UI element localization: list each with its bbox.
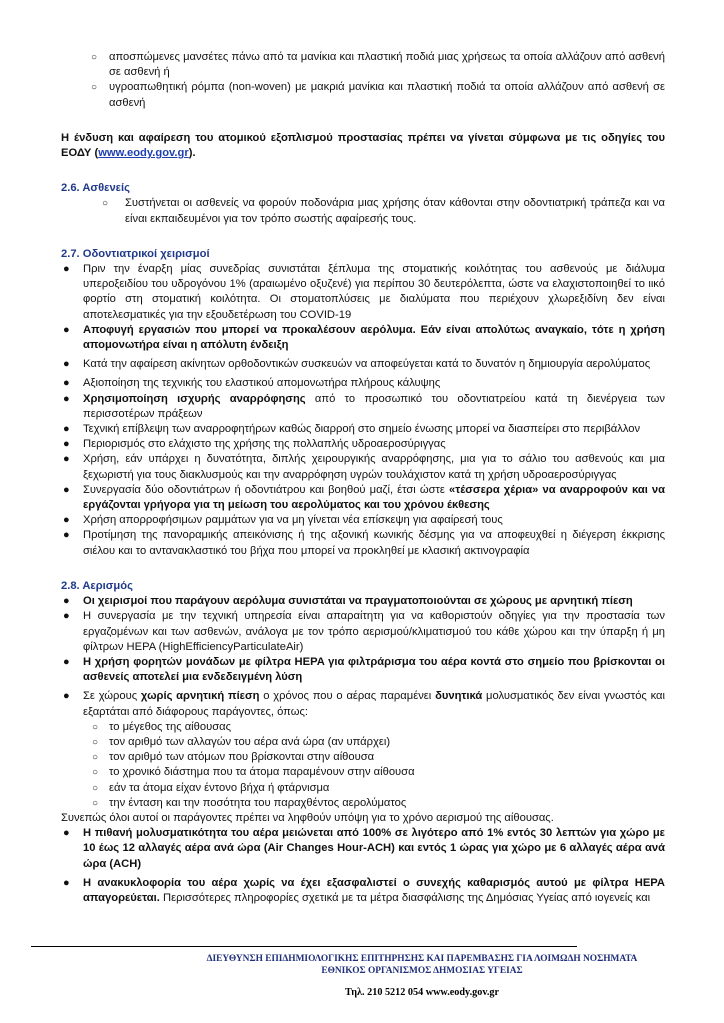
- document-page: [61, 50, 665, 906]
- section-heading-2-8: 2.8. Αερισμός: [61, 579, 133, 592]
- list-item: ● Τεχνική επίβλεψη των αναρροφητήρων καθώς διαρροή στο σημείο ένωσης μπορεί να διασπείρει στο περιβάλλον: [61, 422, 665, 437]
- list-item: ● Χρήση, εάν υπάρχει η δυνατότητα, διπλής χειρουργικής αναρρόφησης, μια για το σάλιο του ασθενούς και μια ξεχωριστή για τους διακλυσμούς και την αναρρόφηση υγρών τουλάχιστον κατά τη χρήση υδροαεροσύριγγας: [63, 453, 665, 481]
- section-heading-2-6: 2.6. Ασθενείς: [61, 182, 130, 195]
- list-item: ● Πριν την έναρξη μίας συνεδρίας συνιστάται ξέπλυμα της στοματικής κοιλότητας του ασθενούς με διάλυμα υπεροξειδίου του υδρογόνου 1% (αραιωμένο οξυζενέ) για περίπου 30 δευτερόλεπτα, ώστε να ελαχιστοποιηθεί το ιικό φορτίο στη στοματική κοιλότητα. Οι στοματοπλύσεις με διαλύματα που περιέχουν χλωρεξιδίνη δεν είναι αποτελεσματικές για την εξουδετέρωση του COVID-19: [63, 263, 665, 321]
- hollow-bullet-icon: ○: [92, 767, 99, 779]
- bullet-icon: ●: [63, 423, 70, 436]
- list-item: ● Περιορισμός στο ελάχιστο της χρήσης της πολλαπλής υδροαεροσύριγγας: [61, 437, 665, 452]
- list-item: ○ το μέγεθος της αίθουσας: [80, 720, 665, 735]
- hollow-bullet-icon: ○: [102, 198, 109, 210]
- list-item: ○ αποσπώμενες μανσέτες πάνω από τα μανίκια και πλαστική ποδιά μιας χρήσεως τα οποία αλλάζουν από ασθενή σε ασθενή ή: [91, 51, 665, 79]
- hollow-bullet-icon: ○: [92, 736, 99, 748]
- list-item: ● Συνεργασία δύο οδοντιάτρων ή οδοντιάτρου και βοηθού μαζί, έτσι ώστε «τέσσερα χέρια» να αναρροφούν και να εργάζονται γρήγορα για τη μείωση του αερολύματος και του χρόνου έκθεσης: [63, 483, 665, 512]
- bullet-icon: ●: [63, 358, 70, 371]
- bullet-icon: ●: [63, 323, 70, 336]
- footer-contact: Τηλ. 210 5212 054 www.eody.gov.gr: [344, 987, 500, 998]
- bullet-icon: ●: [63, 392, 70, 405]
- bullet-icon: ●: [63, 377, 70, 390]
- list-item: ● Χρήση απορροφήσιμων ραμμάτων για να μη γίνεται νέα επίσκεψη για αφαίρεσή τους: [61, 513, 665, 528]
- list-item: ● Η χρήση φορητών μονάδων με φίλτρα HEPA για φιλτράρισμα του αέρα κοντά στο σημείο που βρίσκονται οι ασθενείς αποτελεί μια ενδεδειγμένη λύση: [63, 655, 665, 684]
- list-item: ● Η πιθανή μολυσματικότητα του αέρα μειώνεται από 100% σε λιγότερο από 1% εντός 30 λεπτών για χώρο με 10 έως 12 αλλαγές αέρα ανά ώρα (Air Changes Hour-ACH) και εντός 1 ώρας για χώρο με 6 αλλαγές αέρα ανά ώρα (ACH): [63, 827, 665, 870]
- list-item: ● Σε χώρους χωρίς αρνητική πίεση ο χρόνος που ο αέρας παραμένει δυνητικά μολυσματικός δεν είναι γνωστός και εξαρτάται από διάφορους παράγοντες, όπως:: [63, 690, 666, 718]
- list-item: ○ τον αριθμό των ατόμων που βρίσκονται στην αίθουσα: [80, 750, 665, 765]
- list-item: ● Η ανακυκλοφορία του αέρα χωρίς να έχει εξασφαλιστεί ο συνεχής καθαρισμός αυτού με φίλτρα HEPA απαγορεύεται. Περισσότερες πληροφορίες σχετικά με τα μέτρα διασφάλισης της Δημόσιας Υγείας από ιογενείς και: [63, 876, 665, 904]
- bullet-icon: ●: [63, 529, 70, 542]
- ppe-note: Η ένδυση και αφαίρεση του ατομικού εξοπλισμού προστασίας πρέπει να γίνεται σύμφωνα με τις οδηγίες του ΕΟΔΥ (www.eody.gov.gr).: [61, 131, 665, 160]
- bullet-icon: ●: [63, 438, 70, 451]
- bullet-icon: ●: [63, 514, 70, 527]
- list-item: ○ υγροαπωθητική ρόμπα (non-woven) με μακριά μανίκια και πλαστική ποδιά τα οποία αλλάζουν από ασθενή σε ασθενή: [91, 81, 665, 109]
- bullet-icon: ●: [63, 610, 70, 623]
- list-item: ● Προτίμηση της πανοραμικής απεικόνισης ή της αξονική κωνικής δέσμης για να αποφευχθεί η διέγερση έκκρισης σιέλου και το αντανακλαστικό του βήχα που μπορεί να προκληθεί με κλασική ακτινογραφία: [63, 529, 665, 557]
- section-heading-2-7: 2.7. Οδοντιατρικοί χειρισμοί: [61, 247, 210, 260]
- bullet-icon: ●: [63, 655, 70, 668]
- bullet-icon: ●: [63, 595, 70, 608]
- bullet-icon: ●: [63, 263, 70, 276]
- bullet-icon: ●: [63, 690, 70, 703]
- list-item: ● Οι χειρισμοί που παράγουν αερόλυμα συνιστάται να πραγματοποιούνται σε χώρους με αρνητική πίεση: [61, 594, 665, 609]
- list-item: ● Η συνεργασία με την τεχνική υπηρεσία είναι απαραίτητη για να καθοριστούν οδηγίες για την προστασία των εργαζομένων και των ασθενών, ανάλογα με τον τρόπο αερισμού/κλιματισμού του κάθε χώρου και την ύπαρξη ή μη φίλτρων HEPA (HighEfficiencyParticulateAir): [63, 610, 665, 653]
- list-item: ○ το χρονικό διάστημα που τα άτομα παραμένουν στην αίθουσα: [80, 765, 665, 780]
- list-item: ● Αξιοποίηση της τεχνικής του ελαστικού απομονωτήρα πλήρους κάλυψης: [61, 376, 665, 391]
- list-item: ○ την ένταση και την ποσότητα του παραχθέντος αερολύματος: [80, 796, 665, 811]
- bullet-icon: ●: [63, 827, 70, 840]
- hollow-bullet-icon: ○: [92, 752, 99, 764]
- hollow-bullet-icon: ○: [92, 797, 99, 809]
- list-item: ● Κατά την αφαίρεση ακίνητων ορθοδοντικών συσκευών να αποφεύγεται κατά το δυνατόν η δημιουργία αερολύματος: [61, 357, 665, 372]
- bullet-icon: ●: [63, 876, 70, 889]
- list-item: ○ τον αριθμό των αλλαγών του αέρα ανά ώρα (αν υπάρχει): [80, 735, 665, 750]
- list-item: ○ Συστήνεται οι ασθενείς να φορούν ποδονάρια μιας χρήσης όταν κάθονται στην οδοντιατρική τράπεζα και να είναι εκπαιδευμένοι για τον τρόπο σωστής αφαίρεσής τους.: [102, 197, 665, 225]
- list-item: ● Αποφυγή εργασιών που μπορεί να προκαλέσουν αερόλυμα. Εάν είναι απολύτως αναγκαίο, τότε η χρήση απομονωτήρα είναι η απόλυτη ένδειξη: [63, 323, 665, 352]
- list-item: ○ εάν τα άτομα είχαν έντονο βήχα ή φτάρνισμα: [80, 781, 665, 796]
- footer-directorate: ΔΙΕΥΘΥΝΣΗ ΕΠΙΔΗΜΙΟΛΟΓΙΚΗΣ ΕΠΙΤΗΡΗΣΗΣ ΚΑΙ ΠΑΡΕΜΒΑΣΗΣ ΓΙΑ ΛΟΙΜΩΔΗ ΝΟΣΗΜΑΤΑ: [206, 954, 638, 964]
- conclusion-text: Συνεπώς όλοι αυτοί οι παράγοντες πρέπει να ληφθούν υπόψη για το χρόνο αερισμού της αίθουσας.: [61, 811, 554, 824]
- hollow-bullet-icon: ○: [91, 52, 98, 63]
- footer-divider: [31, 946, 577, 947]
- list-item: ● Χρησιμοποίηση ισχυρής αναρρόφησης από το προσωπικό του οδοντιατρείου κατά τη διενέργεια των περισσοτέρων πράξεων: [63, 392, 665, 420]
- bullet-icon: ●: [63, 483, 70, 496]
- bullet-icon: ●: [63, 453, 70, 466]
- hollow-bullet-icon: ○: [92, 721, 99, 733]
- hollow-bullet-icon: ○: [92, 782, 99, 794]
- hollow-bullet-icon: ○: [91, 82, 98, 94]
- eody-link[interactable]: www.eody.gov.gr: [98, 147, 189, 160]
- footer-organization: ΕΘΝΙΚΟΣ ΟΡΓΑΝΙΣΜΟΣ ΔΗΜΟΣΙΑΣ ΥΓΕΙΑΣ: [321, 966, 523, 976]
